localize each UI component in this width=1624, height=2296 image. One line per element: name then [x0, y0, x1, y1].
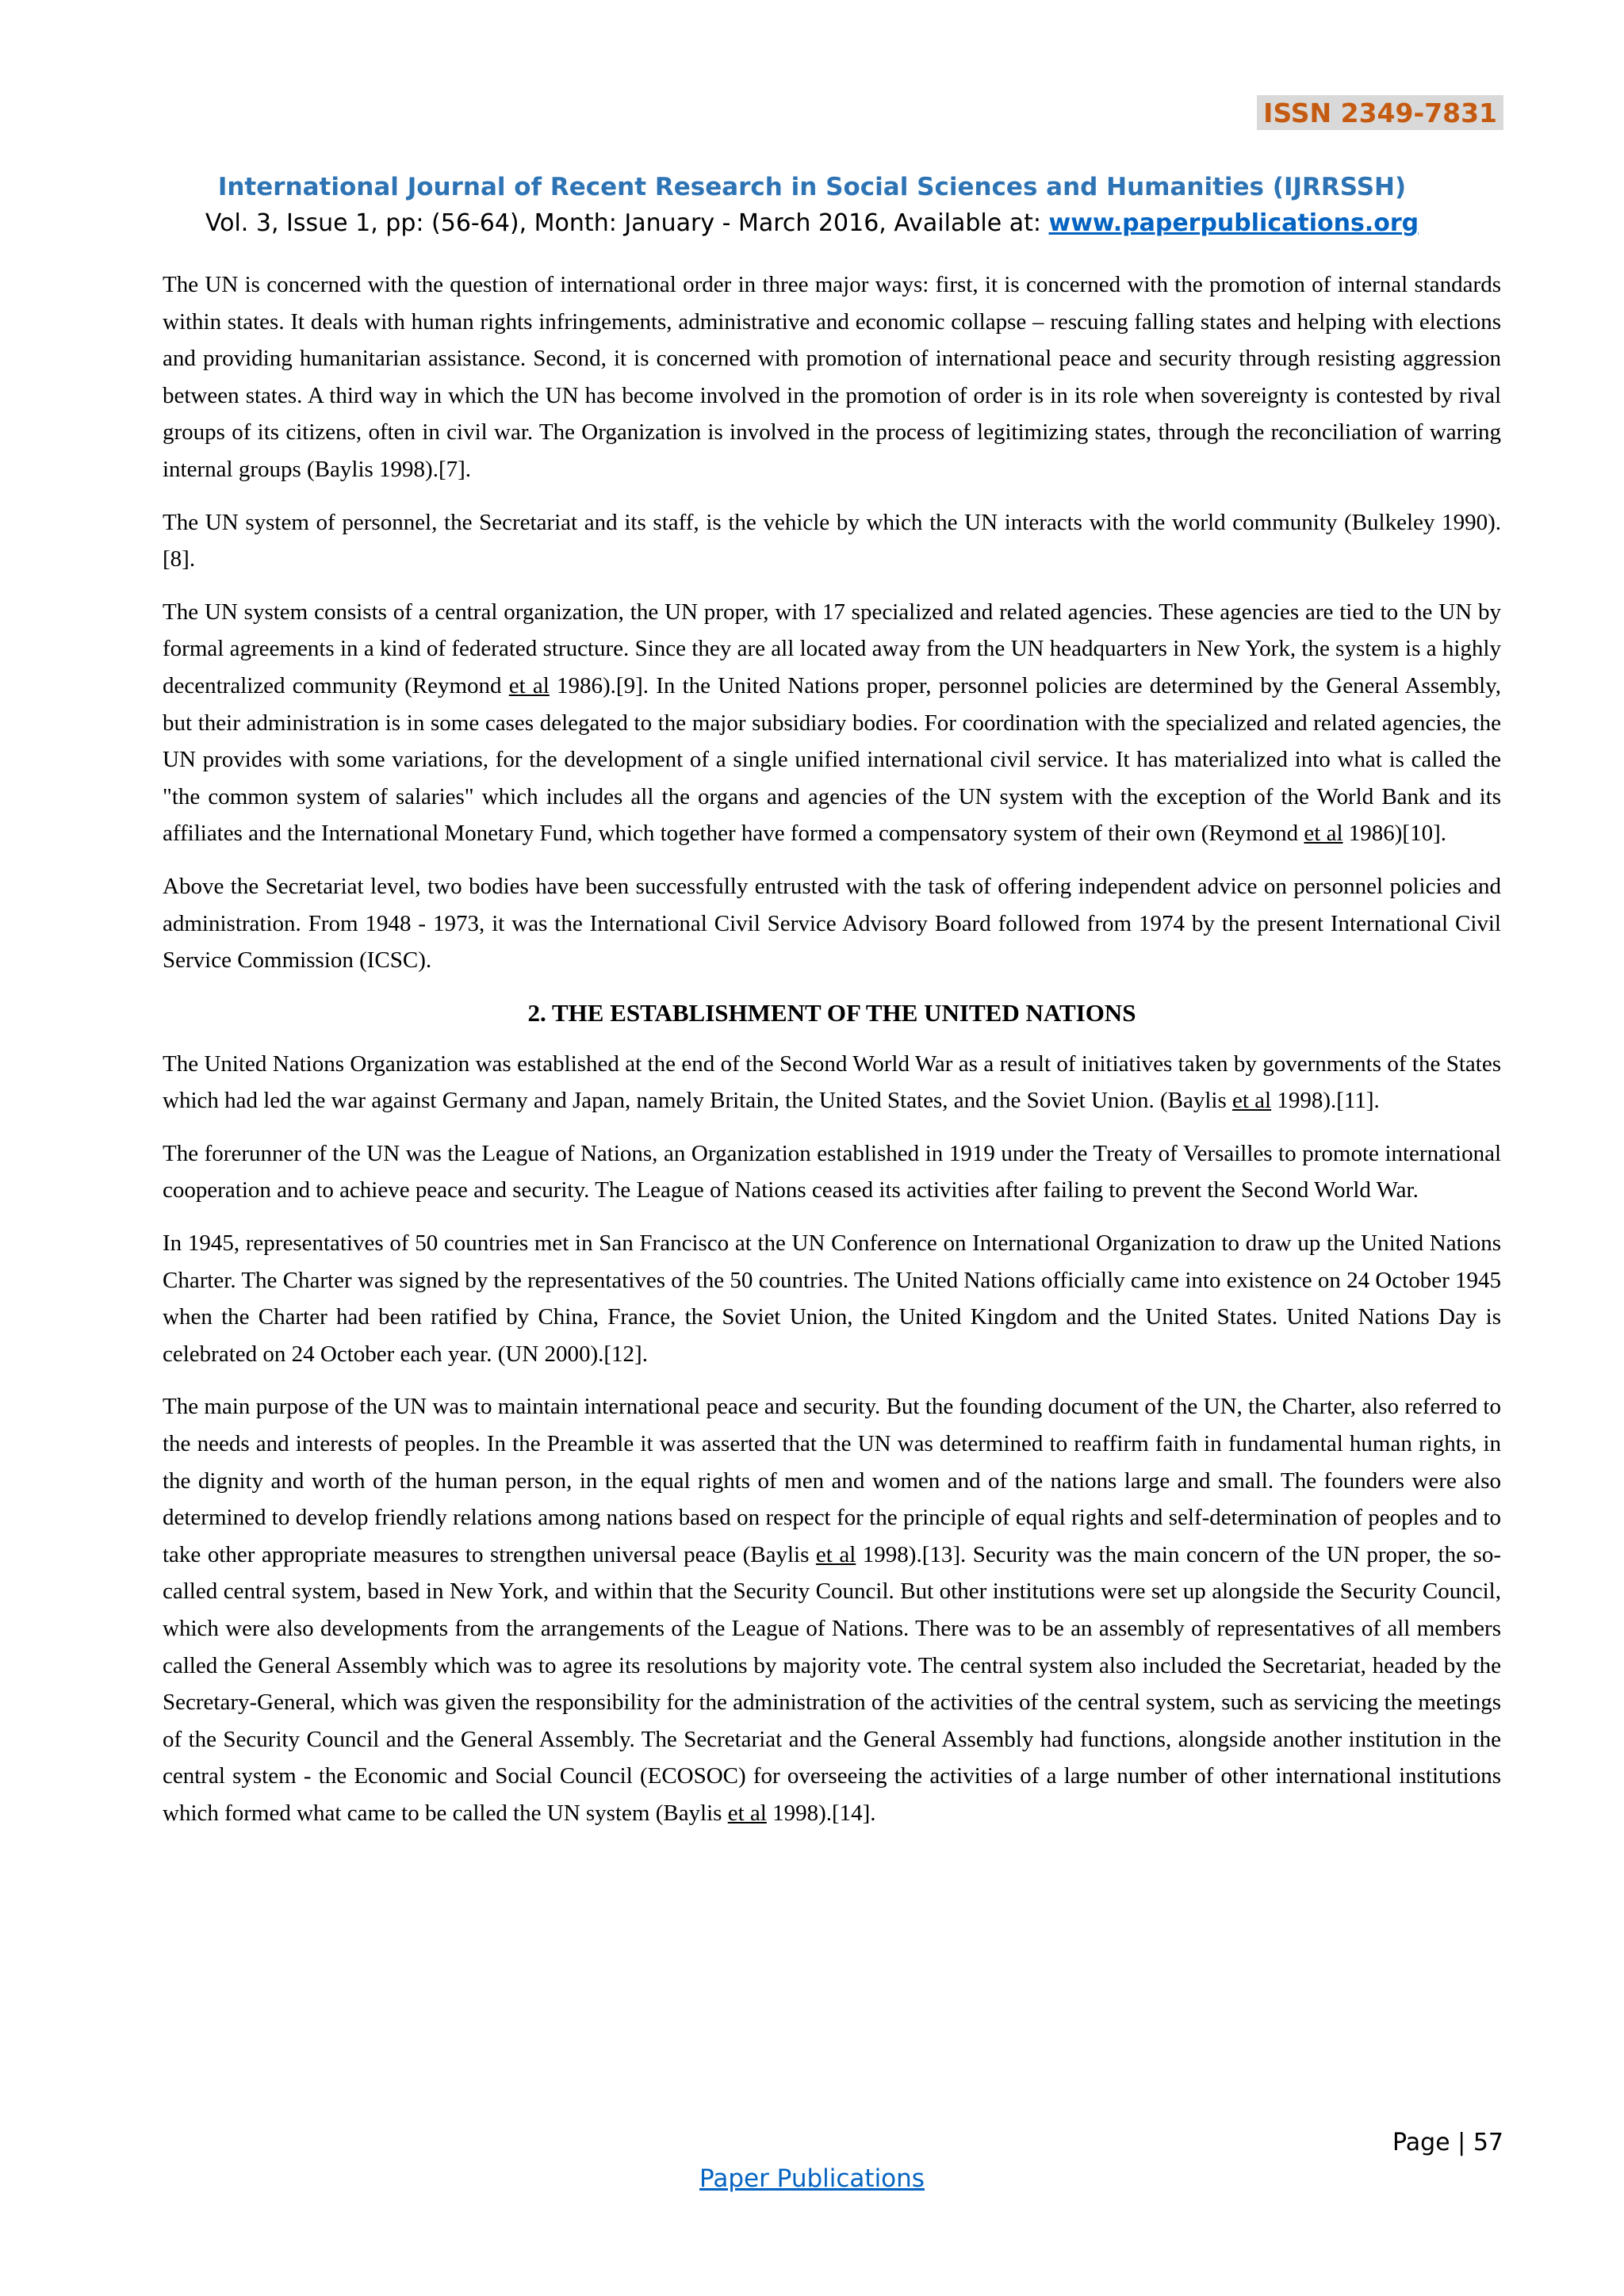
paragraph-un-purpose [163, 1388, 1501, 1831]
paragraph-un-personnel: The UN system of personnel, the Secretariat and its staff, is the vehicle by which the UN interacts with the world community (Bulkeley 1990).[8]. [163, 509, 1501, 572]
footer [0, 2164, 1624, 2193]
issn-label: ISSN 2349-7831 [1257, 95, 1503, 130]
page-number: Page | 57 [1392, 2129, 1503, 2156]
et-al-citation: et al [1231, 1088, 1272, 1114]
paragraph-un-charter: In 1945, representatives of 50 countries met in San Francisco at the UN Conference on International Organization to draw up the United Nations Charter. The Charter was signed by the representatives of the 50 countries. The United Nations officially came into existence on 24 October 1945 when the Charter had been ratified by China, France, the Soviet Union, the United Kingdom and the United States. United Nations Day is celebrated on 24 October each year. (UN 2000).[12]. [163, 1230, 1501, 1367]
journal-title: International Journal of Recent Research in Social Sciences and Humanities (IJRRSSH) [217, 173, 1407, 201]
volume-info-text: Vol. 3, Issue 1, pp: (56-64), Month: January - March 2016, Available at: [205, 209, 1049, 237]
paragraph-un-system [163, 594, 1501, 852]
et-al-citation: et al [815, 1541, 856, 1567]
article-body [163, 266, 1501, 1848]
paragraph-un-established [163, 1046, 1501, 1119]
text-segment: The main purpose of the UN was to maintain international peace and security. But the founding document of the UN, the Charter, also referred to the needs and interests of peoples. In the Preamble it was asserted that the UN was determined to reaffirm faith in fundamental human rights, in the dignity and worth of the human person, in the equal rights of men and women and of the nations large and small. The founders were also determined to develop friendly relations among nations based on respect for the principle of equal rights and self-determination of peoples and to take other appropriate measures to strengthen universal peace (Baylis [163, 1394, 1501, 1567]
text-segment: 1998).[11]. [1271, 1088, 1380, 1114]
website-link[interactable]: www.paperpublications.org [1048, 209, 1419, 237]
section-heading: 2. THE ESTABLISHMENT OF THE UNITED NATIONS [527, 998, 1136, 1027]
paragraph-league-of-nations: The forerunner of the UN was the League of Nations, an Organization established in 1919 under the Treaty of Versailles to promote international cooperation and to achieve peace and security. The League of Nations ceased its activities after failing to prevent the Second World War. [163, 1140, 1501, 1203]
volume-info-line [0, 208, 1624, 239]
et-al-citation: et al [727, 1800, 767, 1826]
text-segment: 1998).[13]. Security was the main concern of the UN proper, the so-called central system, based in New York, and within that the Security Council. But other institutions were set up alongside the Security Council, which were also developments from the arrangements of the League of Nations. There was to be an assembly of representatives of all members called the General Assembly which was to agree its resolutions by majority vote. The central system also included the Secretariat, headed by the Secretary-General, which was given the responsibility for the administration of the activities of the central system, such as servicing the meetings of the Security Council and the General Assembly. The Secretariat and the General Assembly had functions, alongside another institution in the central system - the Economic and Social Council (ECOSOC) for overseeing the activities of a large number of other international institutions which formed what came to be called the UN system (Baylis [163, 1541, 1501, 1826]
text-segment: 1998).[14]. [766, 1800, 876, 1826]
text-segment: 1986)[10]. [1342, 821, 1446, 847]
publisher-link[interactable]: Paper Publications [699, 2164, 925, 2193]
paragraph-un-international-order: The UN is concerned with the question of international order in three major ways: first, it is concerned with the promotion of internal standards within states. It deals with human rights infringements, administrative and economic collapse – rescuing falling states and helping with elections and providing humanitarian assistance. Second, it is concerned with promotion of international peace and security through resisting aggression between states. A third way in which the UN has become involved in the promotion of order is in its role when sovereignty is contested by rival groups of its citizens, often in civil war. The Organization is involved in the process of legitimizing states, through the reconciliation of warring internal groups (Baylis 1998).[7]. [163, 272, 1501, 482]
text-segment: The United Nations Organization was established at the end of the Second World War as a result of initiatives taken by governments of the States which had led the war against Germany and Japan, namely Britain, the United States, and the Soviet Union. (Baylis [163, 1050, 1501, 1114]
et-al-citation: et al [508, 672, 550, 698]
et-al-citation: et al [1304, 821, 1343, 847]
text-segment: The UN system consists of a central organization, the UN proper, with 17 specialized and related agencies. These agencies are tied to the UN by formal agreements in a kind of federated structure. Since they are all located away from the UN headquarters in New York, the system is a highly decentralized community (Reymond [163, 599, 1501, 698]
paragraph-secretariat-level: Above the Secretariat level, two bodies have been successfully entrusted with the task of offering independent advice on personnel policies and administration. From 1948 - 1973, it was the International Civil Service Advisory Board followed from 1974 by the present International Civil Service Commission (ICSC). [163, 873, 1501, 974]
text-segment: 1986).[9]. In the United Nations proper, personnel policies are determined by the General Assembly, but their administration is in some cases delegated to the major subsidiary bodies. For coordination with the specialized and related agencies, the UN provides with some variations, for the development of a single unified international civil service. It has materialized into what is called the "the common system of salaries" which includes all the organs and agencies of the UN system with the exception of the World Bank and its affiliates and the International Monetary Fund, which together have formed a compensatory system of their own (Reymond [163, 672, 1502, 847]
